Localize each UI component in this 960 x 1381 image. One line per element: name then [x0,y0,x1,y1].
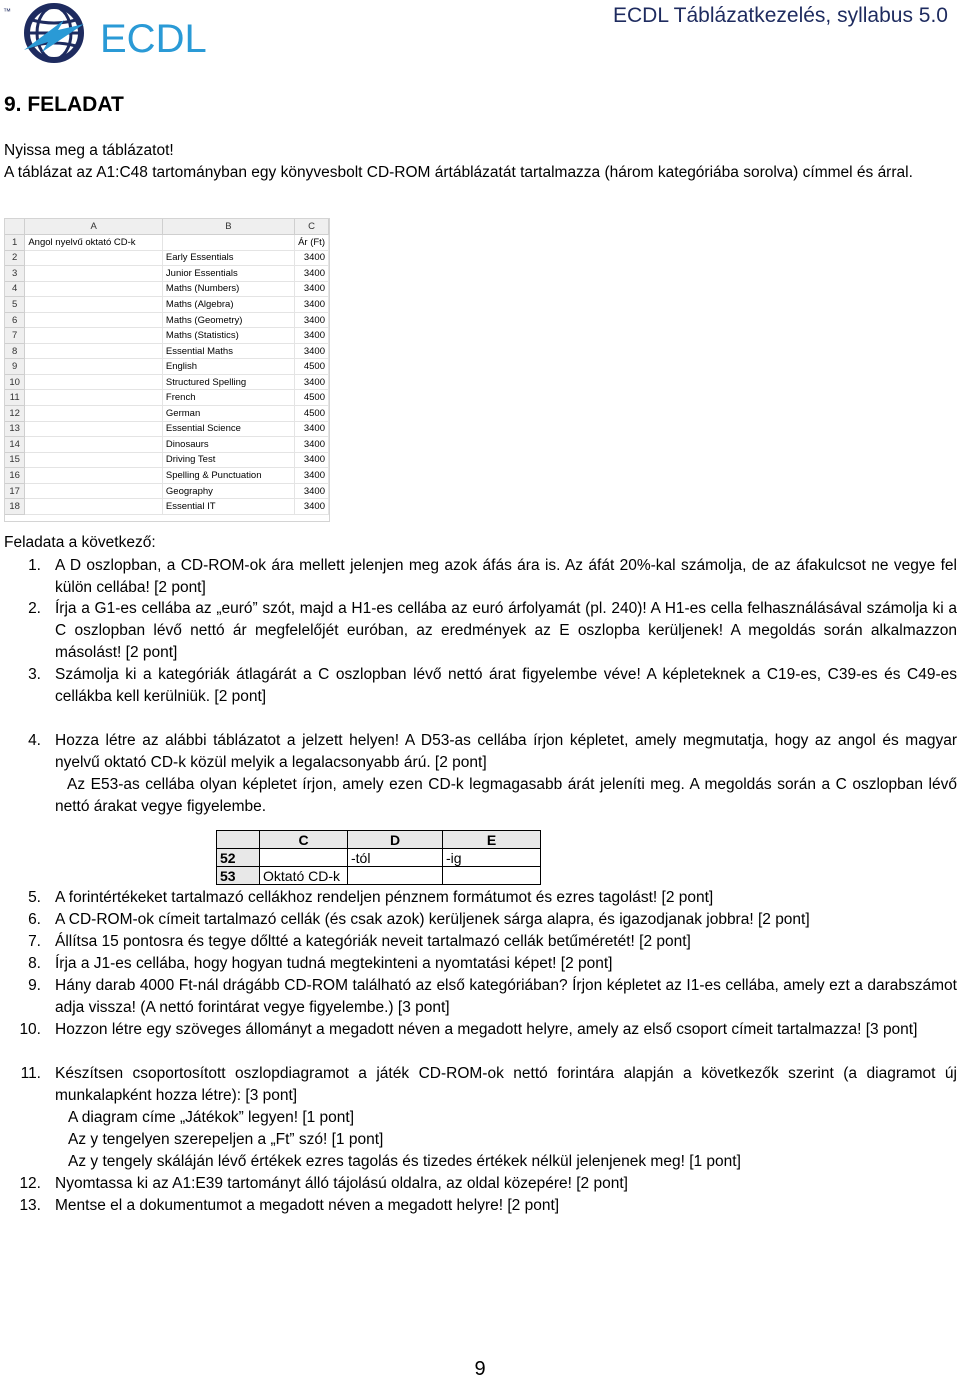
cell-a [25,468,163,484]
cell-c: 3400 [295,281,329,297]
task-11-subitem: Az y tengelyen szerepeljen a „Ft” szó! [1 pont] [68,1131,384,1148]
cell-c: 3400 [295,468,329,484]
task-text: Hány darab 4000 Ft-nál drágább CD-ROM található az első kategóriában? Írjon képletet az I1-es cellába, amely ezt a darabszámot adja vissza! (A nettó forintárat vegye figyelembe.) [3 pont] [55,977,957,1016]
cell-a [25,312,163,328]
spreadsheet-row [5,297,329,313]
cell-c: 3400 [295,297,329,313]
spreadsheet-row [5,343,329,359]
task-text: Az E53-as cellába olyan képletet írjon, amely ezen CD-k legmagasabb árát jeleníti meg. A megoldás során a C oszlopban lévő nettó árakat vegye figyelembe. [55,776,957,815]
row-header: 15 [5,452,25,468]
ecdl-globe-icon [24,6,84,60]
spreadsheet-row [5,359,329,375]
cell-b: English [162,359,294,375]
spreadsheet-row [5,390,329,406]
cell-a [25,406,163,422]
row-header: 12 [5,406,25,422]
spreadsheet-table [5,219,329,515]
column-header: D [348,831,443,849]
task-11-subitem: Az y tengely skáláján lévő értékek ezres tagolás és tizedes értékek nélkül jelenjenek meg! [1 pont] [68,1153,741,1170]
cell-a [25,297,163,313]
cell-a [25,343,163,359]
cell-b [162,235,294,251]
small-table-header-row [217,831,541,849]
row-header: 6 [5,312,25,328]
cell-b: Essential Science [162,421,294,437]
page-header [0,0,960,64]
cell-a [25,483,163,499]
cell-c: 3400 [295,452,329,468]
cell-c: 3400 [295,343,329,359]
spreadsheet-screenshot [4,218,330,522]
row-header: 53 [217,867,260,885]
task-number: 7. [28,933,41,950]
task-text: Írja a J1-es cellába, hogy hogyan tudná megtekinteni a nyomtatási képet! [2 pont] [55,955,613,972]
cell-a [25,250,163,266]
cell-c: 3400 [295,499,329,515]
task-number: 2. [28,600,41,617]
task-text: A D oszlopban, a CD-ROM-ok ára mellett jelenjen meg azok áfás ára is. Az áfát 20%-kal számolja, de az áfakulcsot ne vegye fel külön cellába! [2 pont] [55,557,957,596]
row-header: 9 [5,359,25,375]
column-header: B [162,219,294,235]
trademark-symbol: ™ [3,7,11,16]
row-header: 17 [5,483,25,499]
row-header: 18 [5,499,25,515]
spreadsheet-row [5,468,329,484]
spreadsheet-row [5,250,329,266]
cell-b: German [162,406,294,422]
cell-a [25,266,163,282]
cell-c: 4500 [295,390,329,406]
spreadsheet-row [5,406,329,422]
task-number: 10. [19,1021,41,1038]
cell-a [25,328,163,344]
corner-cell [217,831,260,849]
cell-a [25,499,163,515]
cell-a [25,437,163,453]
task-number: 12. [19,1175,41,1192]
task-text: Mentse el a dokumentumot a megadott néven a megadott helyre! [2 pont] [55,1197,560,1214]
intro-line: Nyissa meg a táblázatot! [4,142,174,159]
column-header: C [260,831,348,849]
cell-b: Maths (Numbers) [162,281,294,297]
task-number: 5. [28,889,41,906]
task-11-subitem: A diagram címe „Játékok” legyen! [1 pont] [68,1109,355,1126]
cell: Oktató CD-k [260,867,348,885]
cell-c: 3400 [295,374,329,390]
spreadsheet-row [5,281,329,297]
cell-c: 3400 [295,483,329,499]
task-number: 1. [28,557,41,574]
cell-c: 4500 [295,359,329,375]
cell-b: Driving Test [162,452,294,468]
spreadsheet-row [5,312,329,328]
cell-b: Maths (Algebra) [162,297,294,313]
cell-c: 3400 [295,437,329,453]
cell [443,867,541,885]
row-header: 1 [5,235,25,251]
cell-c: 4500 [295,406,329,422]
cell-a [25,374,163,390]
row-header: 2 [5,250,25,266]
header-title: ECDL Táblázatkezelés, syllabus 5.0 [612,4,948,27]
task-text: Hozzon létre egy szöveges állományt a megadott néven a megadott helyre, amely az első csoport címeit tartalmazza! [3 pont] [55,1021,918,1038]
cell [260,849,348,867]
ecdl-logo [2,0,232,64]
small-table-row [217,849,541,867]
task-text: Számolja ki a kategóriák átlagárát a C oszlopban lévő nettó árat figyelembe véve! A képleteknek a C19-es, C39-es és C49-es cellákba kell kerülniük. [2 pont] [55,666,957,705]
column-header: E [443,831,541,849]
cell-b: Spelling & Punctuation [162,468,294,484]
task-text: Hozza létre az alábbi táblázatot a jelzett helyen! A D53-as cellába írjon képletet, amely megmutatja, hogy az angol és magyar nyelvű oktató CD-k közül melyik a legalacsonyabb árú. [2 pont] [55,732,957,771]
cell-c: Ár (Ft) [295,235,329,251]
task-title: 9. FELADAT [4,93,124,116]
spreadsheet-row [5,235,329,251]
column-header: A [25,219,163,235]
task-number: 9. [28,977,41,994]
row-header: 8 [5,343,25,359]
row-header: 11 [5,390,25,406]
task-number: 3. [28,666,41,683]
ecdl-logo-text: ECDL [100,17,207,61]
cell: -ig [443,849,541,867]
cell-b: Essential IT [162,499,294,515]
task-number: 8. [28,955,41,972]
task-number: 13. [19,1197,41,1214]
cell-b: Early Essentials [162,250,294,266]
row-header: 3 [5,266,25,282]
cell-c: 3400 [295,328,329,344]
column-header: C [295,219,329,235]
column-header-row [5,219,329,235]
spreadsheet-row [5,421,329,437]
cell-a [25,452,163,468]
page-number: 9 [474,1358,486,1380]
spreadsheet-row [5,328,329,344]
cell-b: Geography [162,483,294,499]
task-text: A CD-ROM-ok címeit tartalmazó cellák (és csak azok) kerüljenek sárga alapra, és igazodjanak jobbra! [2 pont] [55,911,810,928]
cell-a [25,421,163,437]
cell-b: Junior Essentials [162,266,294,282]
task-number: 4. [28,732,41,749]
task-text: Írja a G1-es cellába az „euró” szót, majd a H1-es cellába az euró árfolyamát (pl. 240)! A H1-es cella felhasználásával számolja ki a C oszlopban lévő nettó ár megfelelőjét euróban, az eredmények az E oszlopba kerüljenek! A megoldás során alkalmazzon másolást! [2 pont] [55,600,957,661]
task-text: Készítsen csoportosított oszlopdiagramot a játék CD-ROM-ok nettó forintára alapján a következők szerint (a diagramot új munkalapként hozza létre): [3 pont] [55,1065,957,1104]
spreadsheet-row [5,499,329,515]
row-header: 16 [5,468,25,484]
spreadsheet-row [5,452,329,468]
cell-a [25,281,163,297]
spreadsheet-row [5,266,329,282]
row-header: 52 [217,849,260,867]
cell-c: 3400 [295,421,329,437]
task-text: Nyomtassa ki az A1:E39 tartományt álló tájolású oldalra, az oldal közepére! [2 pont] [55,1175,628,1192]
spreadsheet-row [5,374,329,390]
cell-a [25,359,163,375]
cell-a: Angol nyelvű oktató CD-k [25,235,163,251]
intro-line: A táblázat az A1:C48 tartományban egy könyvesbolt CD-ROM ártáblázatát tartalmazza (három kategóriába sorolva) címmel és árral. [4,164,913,181]
row-header: 10 [5,374,25,390]
cell: -tól [348,849,443,867]
spreadsheet-row [5,483,329,499]
row-header: 7 [5,328,25,344]
cell-a [25,390,163,406]
row-header: 5 [5,297,25,313]
task-text: A forintértékeket tartalmazó cellákhoz rendeljen pénznem formátumot és ezres tagolást! [2 pont] [55,889,714,906]
cell [348,867,443,885]
row-header: 4 [5,281,25,297]
small-table [216,830,541,885]
row-header: 13 [5,421,25,437]
corner-cell [5,219,25,235]
tasks-heading: Feladata a következő: [4,534,156,551]
cell-b: Dinosaurs [162,437,294,453]
cell-b: Maths (Statistics) [162,328,294,344]
spreadsheet-row [5,437,329,453]
task-text: Állítsa 15 pontosra és tegye dőltté a kategóriák neveit tartalmazó cellák betűméretét! [2 pont] [55,933,691,950]
cell-c: 3400 [295,266,329,282]
cell-b: French [162,390,294,406]
row-header: 14 [5,437,25,453]
cell-c: 3400 [295,250,329,266]
cell-b: Essential Maths [162,343,294,359]
cell-b: Structured Spelling [162,374,294,390]
intro [4,140,956,184]
task-number: 6. [28,911,41,928]
cell-c: 3400 [295,312,329,328]
task-number: 11. [20,1065,41,1082]
small-table-row [217,867,541,885]
cell-b: Maths (Geometry) [162,312,294,328]
